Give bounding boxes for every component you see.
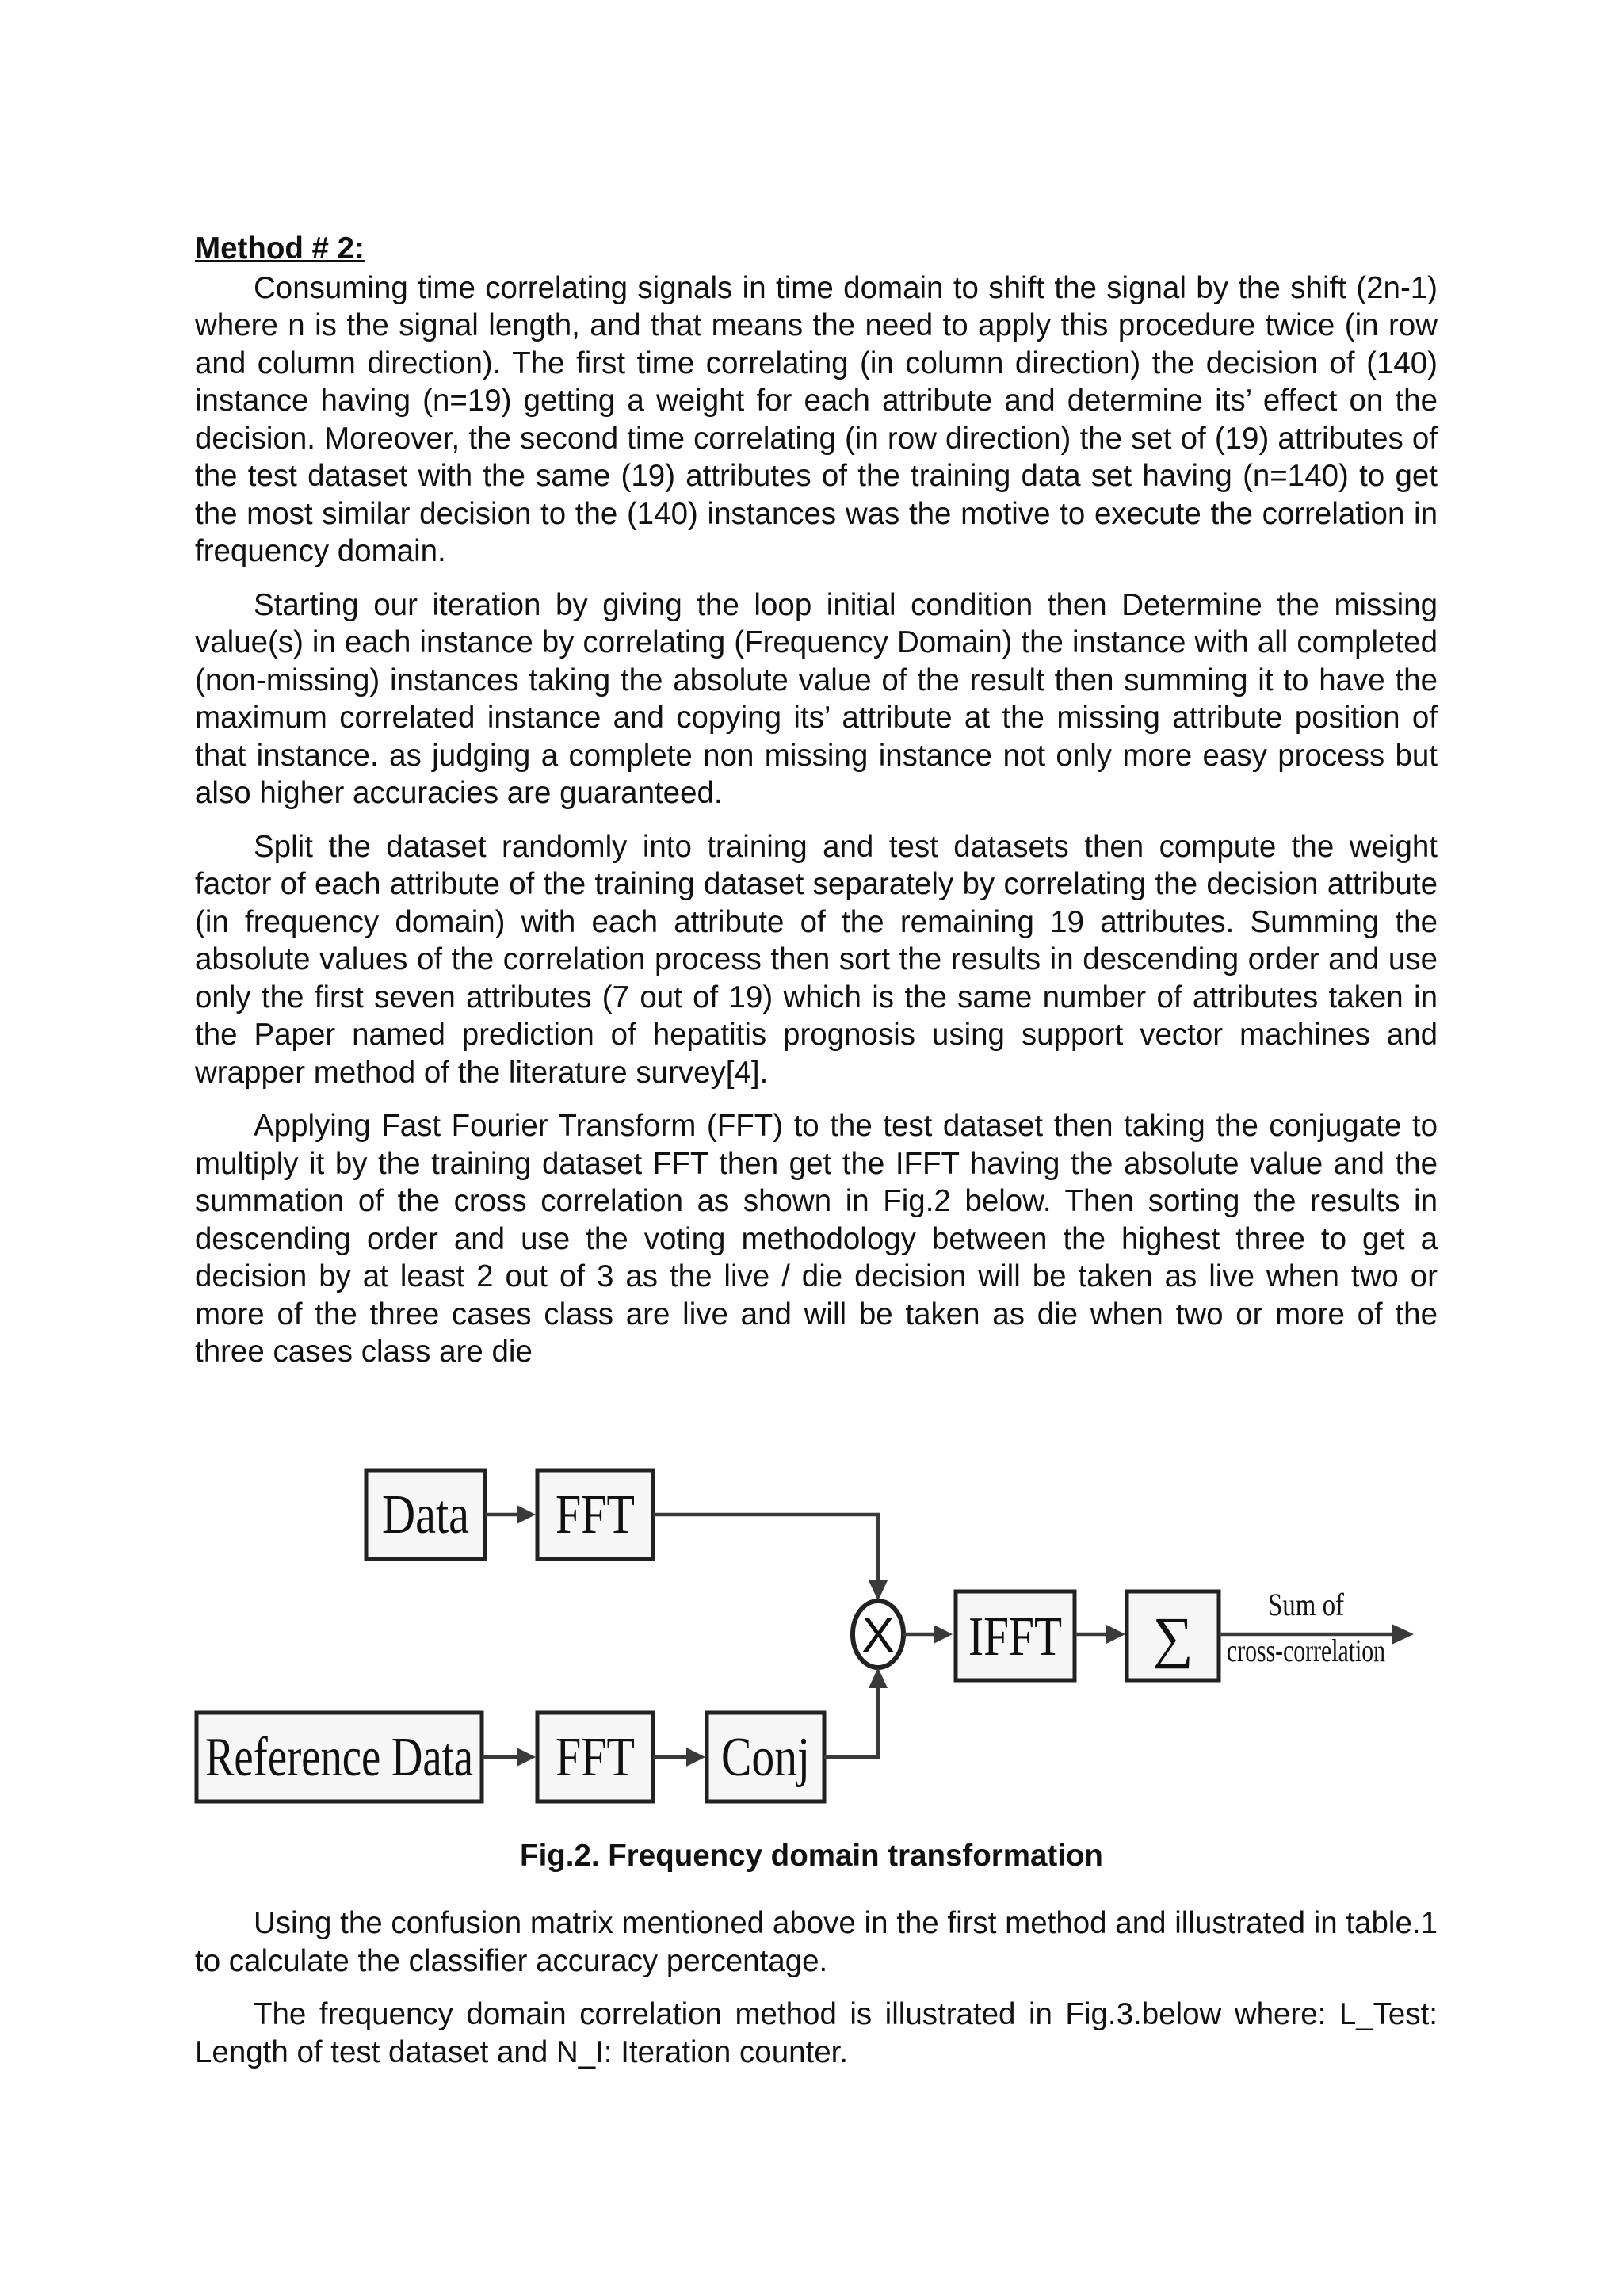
fft-top-block xyxy=(537,1470,653,1559)
wire-fft-to-multiplier xyxy=(653,1515,878,1584)
fft-bottom-block xyxy=(537,1713,653,1801)
arrowhead-ifft xyxy=(934,1625,953,1644)
ifft-label: IFFT xyxy=(968,1606,1062,1668)
reference-data-label: Reference Data xyxy=(205,1727,473,1788)
figure-caption: Fig.2. Frequency domain transformation xyxy=(520,1839,1103,1873)
arrowhead-top-multiplier xyxy=(869,1580,888,1601)
fft-bottom-label: FFT xyxy=(556,1727,635,1788)
diagram-svg xyxy=(0,1457,1623,1821)
output-label-line2: cross-correlation xyxy=(1227,1633,1385,1668)
arrowhead-data-fft xyxy=(517,1505,536,1524)
data-block xyxy=(366,1470,485,1559)
paragraph-3: Split the dataset randomly into training and test datasets then compute the weight factor of each attribute of the training dataset separately by correlating the decision attribute (in frequency domain) with each attribute of the remaining 19 attributes. Summing the absolute values of the correlation process then sort the results in descending order and use only the first seven attributes (7 out of 19) which is the same number of attributes taken in the Paper named prediction of hepatitis prognosis using support vector machines and wrapper method of the literature survey[4]. xyxy=(195,829,1438,1090)
multiplier-node xyxy=(853,1601,903,1668)
multiply-symbol: X xyxy=(861,1608,895,1663)
arrowhead-conj xyxy=(686,1748,705,1767)
section-heading: Method # 2: xyxy=(195,231,365,266)
body-text-bottom xyxy=(195,1904,1438,2087)
data-label: Data xyxy=(382,1484,469,1545)
paragraph-4: Applying Fast Fourier Transform (FFT) to the test dataset then taking the conjugate to multiply it by the training dataset FFT then get the IFFT having the absolute value and the summation of the cross correlation as shown in Fig.2 below. Then sorting the results in descending order and use the voting methodology between the highest three to get a decision by at least 2 out of 3 as the live / die decision will be taken as live when two or more of the three cases class are live and will be taken as die when two or more of the three cases class are die xyxy=(195,1109,1438,1369)
ifft-block xyxy=(956,1591,1075,1680)
paragraph-5: Using the confusion matrix mentioned above in the first method and illustrated in table.1 to calculate the classifier accuracy percentage. xyxy=(195,1906,1438,1978)
sum-symbol: ∑ xyxy=(1152,1606,1193,1669)
reference-data-block xyxy=(197,1713,482,1801)
fft-top-label: FFT xyxy=(556,1484,635,1545)
conj-block xyxy=(707,1713,824,1801)
paragraph-6: The frequency domain correlation method is illustrated in Fig.3.below where: L_Test: Length of test dataset and N_I: Iteration counter. xyxy=(195,1997,1438,2069)
wire-conj-to-multiplier xyxy=(824,1687,878,1757)
arrowhead-ref-fft xyxy=(517,1748,536,1767)
frequency-domain-diagram xyxy=(0,1457,1623,1821)
arrowhead-bottom-multiplier xyxy=(869,1668,888,1688)
conj-label: Conj xyxy=(721,1727,810,1788)
output-label-line1: Sum of xyxy=(1268,1587,1345,1622)
arrowhead-sum xyxy=(1106,1625,1125,1644)
body-text-top xyxy=(195,230,1438,1387)
arrowhead-output xyxy=(1392,1624,1414,1645)
paragraph-1: Consuming time correlating signals in time domain to shift the signal by the shift (2n-1) where n is the signal length, and that means the need to apply this procedure twice (in row and column direction). The first time correlating (in column direction) the decision of (140) instance having (n=19) getting a weight for each attribute and determine its’ effect on the decision. Moreover, the second time correlating (in row direction) the set of (19) attributes of the test dataset with the same (19) attributes of the training data set having (n=140) to get the most similar decision to the (140) instances was the motive to execute the correlation in frequency domain. xyxy=(195,270,1438,568)
paragraph-2: Starting our iteration by giving the loop initial condition then Determine the missing value(s) in each instance by correlating (Frequency Domain) the instance with all completed (non-missing) instances taking the absolute value of the result then summing it to have the maximum correlated instance and copying its’ attribute at the missing attribute position of that instance. as judging a complete non missing instance not only more easy process but also higher accuracies are guaranteed. xyxy=(195,587,1438,810)
sum-block xyxy=(1127,1591,1219,1680)
